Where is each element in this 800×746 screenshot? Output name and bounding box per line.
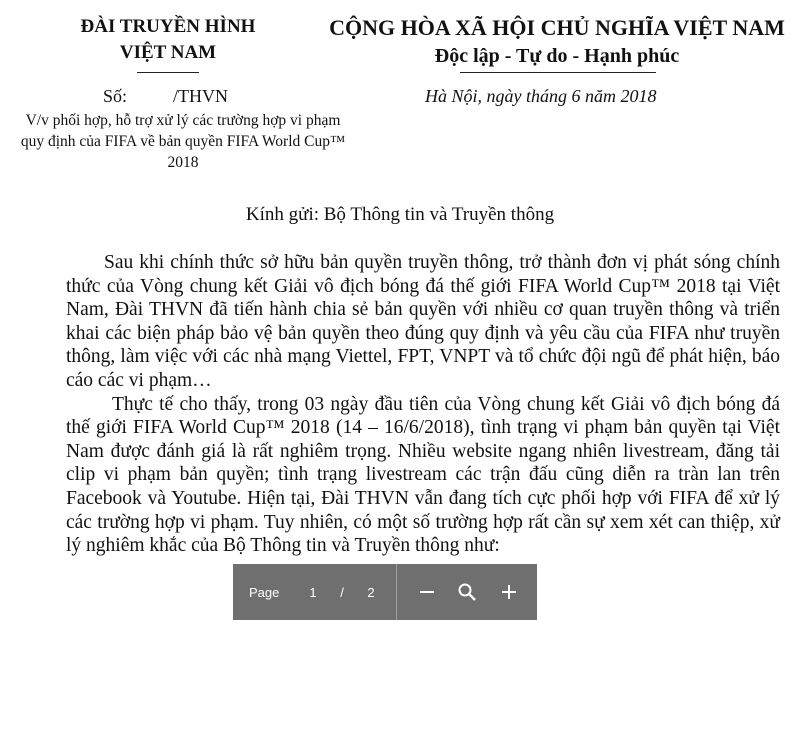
number-value: /THVN	[173, 86, 229, 106]
document-subject: V/v phối hợp, hỗ trợ xử lý các trường hợp vi phạm quy định của FIFA về bản quyền FIFA World Cup™ 2018	[20, 112, 346, 171]
plus-icon	[500, 583, 518, 601]
national-motto: Độc lập - Tự do - Hạnh phúc	[434, 45, 680, 67]
organization-line-2: VIỆT NAM	[119, 42, 217, 63]
right-header-underline	[460, 72, 656, 73]
document-date: Hà Nội, ngày tháng 6 năm 2018	[425, 86, 657, 106]
magnifier-icon	[457, 582, 477, 602]
zoom-button[interactable]	[453, 578, 481, 606]
letter-body	[66, 251, 780, 558]
body-paragraph-1: Sau khi chính thức sở hữu bản quyền truyền thông, trở thành đơn vị phát sóng chính thức của Vòng chung kết Giải vô địch bóng đá thế giới FIFA World Cup™ 2018 tại Việt Nam, Đài THVN đã tiến hành chia sẻ bản quyền với nhiều cơ quan truyền thông và triển khai các biện pháp bảo vệ bản quyền theo đúng quy định và yêu cầu của FIFA như truyền thông, làm việc với các nhà mạng Viettel, FPT, VNPT và tổ chức đội ngũ để phát hiện, báo cáo các vi phạm…	[66, 252, 780, 391]
page-toolbar	[233, 564, 537, 620]
minus-icon	[418, 583, 436, 601]
page-label: Page	[249, 584, 280, 600]
organization-line-1: ĐÀI TRUYỀN HÌNH	[80, 16, 256, 37]
nation-name: CỘNG HÒA XÃ HỘI CHỦ NGHĨA VIỆT NAM	[329, 15, 785, 40]
toolbar-divider	[396, 564, 397, 620]
organization-name	[58, 14, 278, 66]
greeting-line: Kính gửi: Bộ Thông tin và Truyền thông	[245, 204, 555, 225]
zoom-in-button[interactable]	[495, 578, 523, 606]
current-page-number[interactable]: 1	[309, 584, 317, 600]
page-separator: /	[340, 584, 344, 600]
national-title	[322, 14, 792, 70]
zoom-out-button[interactable]	[413, 578, 441, 606]
body-paragraph-2: Thực tế cho thấy, trong 03 ngày đầu tiên của Vòng chung kết Giải vô địch bóng đá thế giới FIFA World Cup™ 2018 (14 – 16/6/2018), tình trạng vi phạm bản quyền tại Việt Nam được đánh giá là rất nghiêm trọng. Nhiều website ngang nhiên livestream, đăng tải clip vi phạm bản quyền; tình trạng livestream các trận đấu cũng diễn ra tràn lan trên Facebook và Youtube. Hiện tại, Đài THVN vẫn đang tích cực phối hợp với FIFA để xử lý các trường hợp vi phạm. Tuy nhiên, có một số trường hợp rất cần sự xem xét can thiệp, xử lý nghiêm khắc của Bộ Thông tin và Truyền thông như:	[66, 393, 780, 557]
number-label: Số:	[103, 86, 128, 106]
left-header-underline	[137, 72, 199, 73]
document-number	[103, 86, 228, 107]
total-pages: 2	[367, 584, 375, 600]
